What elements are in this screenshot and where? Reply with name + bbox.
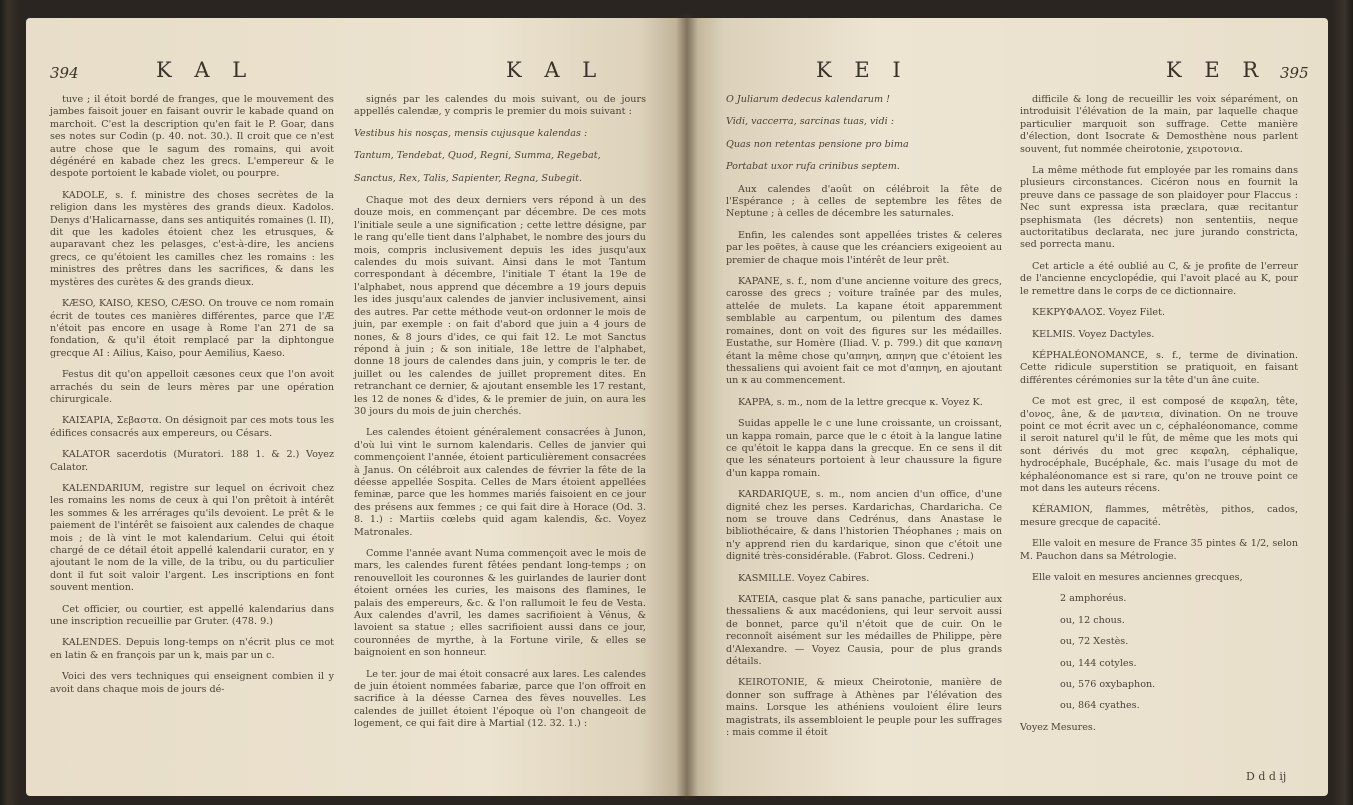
entry-paragraph: KALATOR sacerdotis (Muratori. 188 1. & 2.) Voyez Calator. (50, 449, 334, 473)
measure-list-item: ou, 864 cyathes. (1060, 700, 1140, 712)
right-running-head-2: K E R (1166, 58, 1267, 82)
entry-paragraph: Elle valoit en mesures anciennes grecques, (1032, 572, 1243, 583)
left-running-head-2: K A L (506, 58, 605, 82)
entry-paragraph: KALENDARIUM, registre sur lequel on écrivoit chez les romains les noms de ceux à qui l'on prêtoit à intérêt les sommes & les arrérages qu'ils devoient. Le prêt & le paiement de l'intérêt se faisoient aux calendes de chaque mois ; de là vint le mot kalendarium. Celui qui étoit chargé de ce détail étoit appellé kalendarii curator, en y ajoutant le nom de la ville, de la tribu, ou du particulier dont il fut soit valoir l'argent. Les inscriptions en font souvent mention. (50, 482, 334, 594)
right-column-2 (1020, 94, 1298, 743)
entry-paragraph: Voici des vers techniques qui enseignent combien il y avoit dans chaque mois de jours dé- (50, 671, 334, 695)
measure-list-item: ou, 72 Xestès. (1060, 636, 1129, 648)
right-page-header (686, 58, 1328, 88)
entry-paragraph: Comme l'année avant Numa commençoit avec le mois de mars, les calendes furent fêtées pendant long-temps ; on renouvelloit les couronnes & les guirlandes de laurier dont étoient ornées les curies, les maisons des flamines, le palais des empereurs, &c. & l'on rallumoit le feu de Vesta. Aux calendes d'avril, les dames sacrifioient à Vénus, & lavoient sa statue ; elles sacrifioient aussi dans ce jour, couronnées de myrthe, à la Fortune virile, & elles se baignoient en son honneur. (354, 548, 646, 659)
entry-paragraph: KADOLE, s. f. ministre des choses secrètes de la religion dans les mystères des grands dieux. Kadolos. Denys d'Halicarnasse, dans ses antiquités romaines (l. II), dit que les kadoles étoient chez les etrusques, & auparavant chez les pelasges, c'est-à-dire, les anciens grecs, ce qu'étoient les camilles chez les romains : les ministres des prêtres dans les sacrifices, & dans les mystères des curètes & des grands dieux. (50, 189, 334, 288)
entry-paragraph: difficile & long de recueillir les voix séparément, on introduisit l'élévation de la main, par laquelle chaque particulier marquoit son suffrage. Cette manière d'élection, dont Isocrate & Demosthène nous parlent souvent, fut nommée cheirotonie, χειροτονια. (1020, 94, 1298, 155)
entry-paragraph: Festus dit qu'on appelloit cæsones ceux que l'on avoit arrachés du sein de leurs mères par une opération chirurgicale. (50, 369, 334, 405)
entry-paragraph: KELMIS. Voyez Dactyles. (1032, 328, 1155, 340)
measure-list-item: ou, 576 oxybaphon. (1060, 679, 1156, 691)
entry-paragraph: KARDARIQUE, s. m., nom ancien d'un office, d'une dignité chez les perses. Kardarichas, Chardaricha. Ce nom se trouve dans Cedrénus, dans Anastase le bibliothécaire, & dans l'historien Théophanes ; mais on n'y apprend rien du kardarique, sinon que c'étoit une dignité très-considérable. (Fabrot. Gloss. Cedreni.) (726, 489, 1002, 563)
entry-paragraph: KAPPA, s. m., nom de la lettre grecque κ. Voyez K. (738, 396, 983, 408)
right-page-number: 395 (1280, 64, 1309, 82)
entry-paragraph: Ce mot est grec, il est composé de κεφαλη, tête, d'ονος, âne, & de μαντεια, divination. On ne trouve point ce mot écrit avec un c, céphaléonomance, comme il seroit naturel qu'il le fût, de même que les mots qui sont dérivés du mot grec κεφαλη, céphalique, hydrocéphale, Bucéphale, &c. mais l'usage du mot de képhaléonomance est si rare, qu'on ne trouve point ce mot dans les auteurs récens. (1020, 396, 1298, 494)
verse-line: Quas non retentas pensione pro bima (726, 138, 909, 150)
verse-line: O Juliarum dedecus kalendarum ! (726, 94, 890, 105)
verse-line: Vestibus his nosças, mensis cujusque kalendas : (354, 127, 588, 139)
entry-paragraph: Elle valoit en mesure de France 35 pintes & 1/2, selon M. Pauchon dans sa Métrologie. (1020, 538, 1298, 562)
right-running-head-1: K E I (816, 58, 909, 82)
verse-intro: signés par les calendes du mois suivant, ou de jours appellés calendæ, y compris le premier du mois suivant : (354, 94, 646, 118)
entry-paragraph: Chaque mot des deux derniers vers répond à un des douze mois, en commençant par décembre. De ces mots l'initiale seule a une signification ; cette lettre désigne, par le rang qu'elle tient dans l'alphabet, le nombre des jours du mois, compris inclusivement depuis les ides jusqu'aux calendes du mois suivant. Ainsi dans le mot Tantum correspondant à décembre, l'initiale T étant la 19e de l'alphabet, nous apprend que décembre a 19 jours depuis les ides jusqu'aux calendes de janvier inclusivement, ainsi des autres. Par cette méthode veut-on ordonner le mois de juin, par exemple : on fait d'abord que juin a 4 jours de nones, & 8 jours d'ides, ce qui fait 12. Le mot Sanctus répond à juin ; & son initiale, 18e lettre de l'alphabet, donne 18 jours de calendes dans juin, y compris le ter. de juillet ou les calendes de juillet proprement dites. En retranchant ce dernier, & ajoutant ensemble les 17 restant, les 12 de nones & d'ides, & le premier de juin, on aura les 30 jours du mois de juin cherchés. (354, 195, 646, 417)
entry-paragraph: Les calendes étoient généralement consacrées à Junon, d'où lui vint le surnom kalendaris. Celles de janvier qui commençoient l'année, étoient particulièrement consacrées à Janus. On célébroit aux calendes de février la fête de la déesse appellée Sospita. Celles de Mars étoient appellées feminæ, parce que les hommes mariés faisoient en ce jour des présens aux femmes ; ce qui fait dire à Horace (Od. 3. 8. 1.) : Martiis cœlebs quid agam kalendis, &c. Voyez Matronales. (354, 427, 646, 538)
left-page (26, 18, 686, 796)
measure-list-item: ou, 12 chous. (1060, 614, 1125, 626)
verse-line: Vidi, vaccerra, sarcinas tuas, vidi : (726, 116, 894, 128)
verse-line: Sanctus, Rex, Talis, Sapienter, Regna, Subegit. (354, 172, 583, 184)
left-running-head-1: K A L (156, 58, 255, 82)
book-gutter (676, 14, 698, 800)
entry-paragraph: KEIROTONIE, & mieux Cheirotonie, manière de donner son suffrage à Athènes par l'élévation des mains. Lorsque les athéniens vouloient élire leurs magistrats, ils assembloient le peuple pour les suffrages : mais comme il étoit (726, 677, 1002, 739)
left-column-1 (50, 94, 334, 705)
right-column-1 (726, 94, 1002, 748)
entry-paragraph: KASMILLE. Voyez Cabires. (738, 572, 870, 584)
entry-paragraph: Aux calendes d'août on célébroit la fête de l'Espérance ; à celles de septembre les fêtes de Neptune ; à celles de décembre les saturnales. (726, 183, 1002, 220)
entry-paragraph: KAIΣAPIA, Σεβαστα. On désignoit par ces mots tous les édifices consacrés aux empereurs, ou Césars. (50, 415, 334, 439)
left-page-header (26, 58, 686, 88)
entry-paragraph: Le ter. jour de mai étoit consacré aux lares. Les calendes de juin étoient nommées fabariæ, parce que l'on offroit en sacrifice à la déesse Carnea des fèves nouvelles. Les calendes de juillet étoient l'époque où l'on changeoit de logement, ce qui fait dire à Martial (12. 32. 1.) : (354, 668, 646, 730)
entry-paragraph: KAPANE, s. f., nom d'une ancienne voiture des grecs, carosse des grecs ; voiture traînée par des mules, attelée de mulets. La kapane étoit apparemment semblable au carpentum, ou pilentum des dames romaines, dont on voit des figures sur les médailles. Eustathe, sur Homère (Iliad. V. p. 799.) dit que καπανη étant la même chose qu'απηνη, απηνη que c'étoient les thessaliens qui avoient fait ce mot d'απηνη, en ajoutant un κ au commencement. (726, 276, 1002, 387)
right-page (686, 18, 1328, 796)
entry-paragraph: KÉRAMION, flammes, mêtrêtès, pithos, cados, mesure grecque de capacité. (1020, 504, 1298, 528)
signature-mark: D d d ij (1246, 770, 1287, 783)
left-column-2 (354, 94, 646, 740)
see-also: Voyez Mesures. (1020, 721, 1096, 733)
entry-paragraph: KÆSO, KAISO, KESO, CÆSO. On trouve ce nom romain écrit de toutes ces manières différentes, parce que l'Æ n'étoit pas encore en usage à Rome l'an 271 de sa fondation, & qu'il étoit remplacé par la diphtongue grecque AI : Ailius, Kaiso, pour Aemilius, Kaeso. (50, 298, 334, 359)
entry-paragraph: La même méthode fut employée par les romains dans plusieurs circonstances. Cicéron nous en fournit la preuve dans ce passage de son plaidoyer pour Flaccus : Nec sunt expressa ista præclara, quæ recitantur psephismata (les décrets) non sententiis, neque auctoritatibus declarata, nec jure jurando constricta, sed porrecta manu. (1020, 165, 1298, 251)
entry-paragraph: KALENDES. Depuis long-temps on n'écrit plus ce mot en latin & en françois par un k, mais par un c. (50, 637, 334, 661)
left-page-number: 394 (50, 64, 79, 82)
entry-paragraph: Enfin, les calendes sont appellées tristes & celeres par les poëtes, à cause que les créanciers exigeoient au premier de chaque mois l'intérêt de leur prêt. (726, 229, 1002, 266)
entry-paragraph: Suidas appelle le c une lune croissante, un croissant, un kappa romain, parce que le c étoit à la langue latine ce qu'étoit le kappa dans la grecque. En ce sens il dit que les sénateurs portoient à leur chaussure la figure d'un kappa romain. (726, 418, 1002, 479)
entry-paragraph: Cet article a été oublié au C, & je profite de l'erreur de l'ancienne encyclopédie, qui l'avoit placé au K, pour le remettre dans le corps de ce dictionnaire. (1020, 260, 1298, 297)
verse-line: Portabat uxor rufa crinibus septem. (726, 161, 900, 173)
entry-paragraph: Cet officier, ou courtier, est appellé kalendarius dans une inscription recueillie par Gruter. (478. 9.) (50, 603, 334, 628)
entry-paragraph: ΚΕΚΡΥΦΑΛΟΣ. Voyez Filet. (1032, 307, 1165, 319)
measure-list-item: ou, 144 cotyles. (1060, 657, 1137, 669)
entry-paragraph: KATEIA, casque plat & sans panache, particulier aux thessaliens & aux macédoniens, qui leur servoit aussi de bonnet, parce qu'il n'étoit que de cuir. On le reconnoît aisément sur les médailles de Philippe, père d'Alexandre. — Voyez Causia, pour de plus grands détails. (726, 594, 1002, 668)
verse-line: Tantum, Tendebat, Quod, Regni, Summa, Regebat, (354, 150, 601, 162)
measure-list-item: 2 amphoréus. (1060, 593, 1127, 605)
entry-paragraph: tuve ; il étoit bordé de franges, que le mouvement des jambes faisoit jouer en faisant ouvrir le kabade quand on marchoit. C'est la description qu'en fait le P. Goar, dans ses notes sur Codin (p. 40. not. 30.). Il croit que ce n'est autre chose que le sagum des romains, qui avoit dégénéré en kabade chez les grecs. L'empereur & le despote portoient le kabade violet, ou pourpre. (50, 94, 334, 180)
entry-paragraph: KÉPHALÉONOMANCE, s. f., terme de divination. Cette ridicule superstition se pratiquoit, en faisant différentes cérémonies sur la tête d'un âne cuite. (1020, 349, 1298, 386)
